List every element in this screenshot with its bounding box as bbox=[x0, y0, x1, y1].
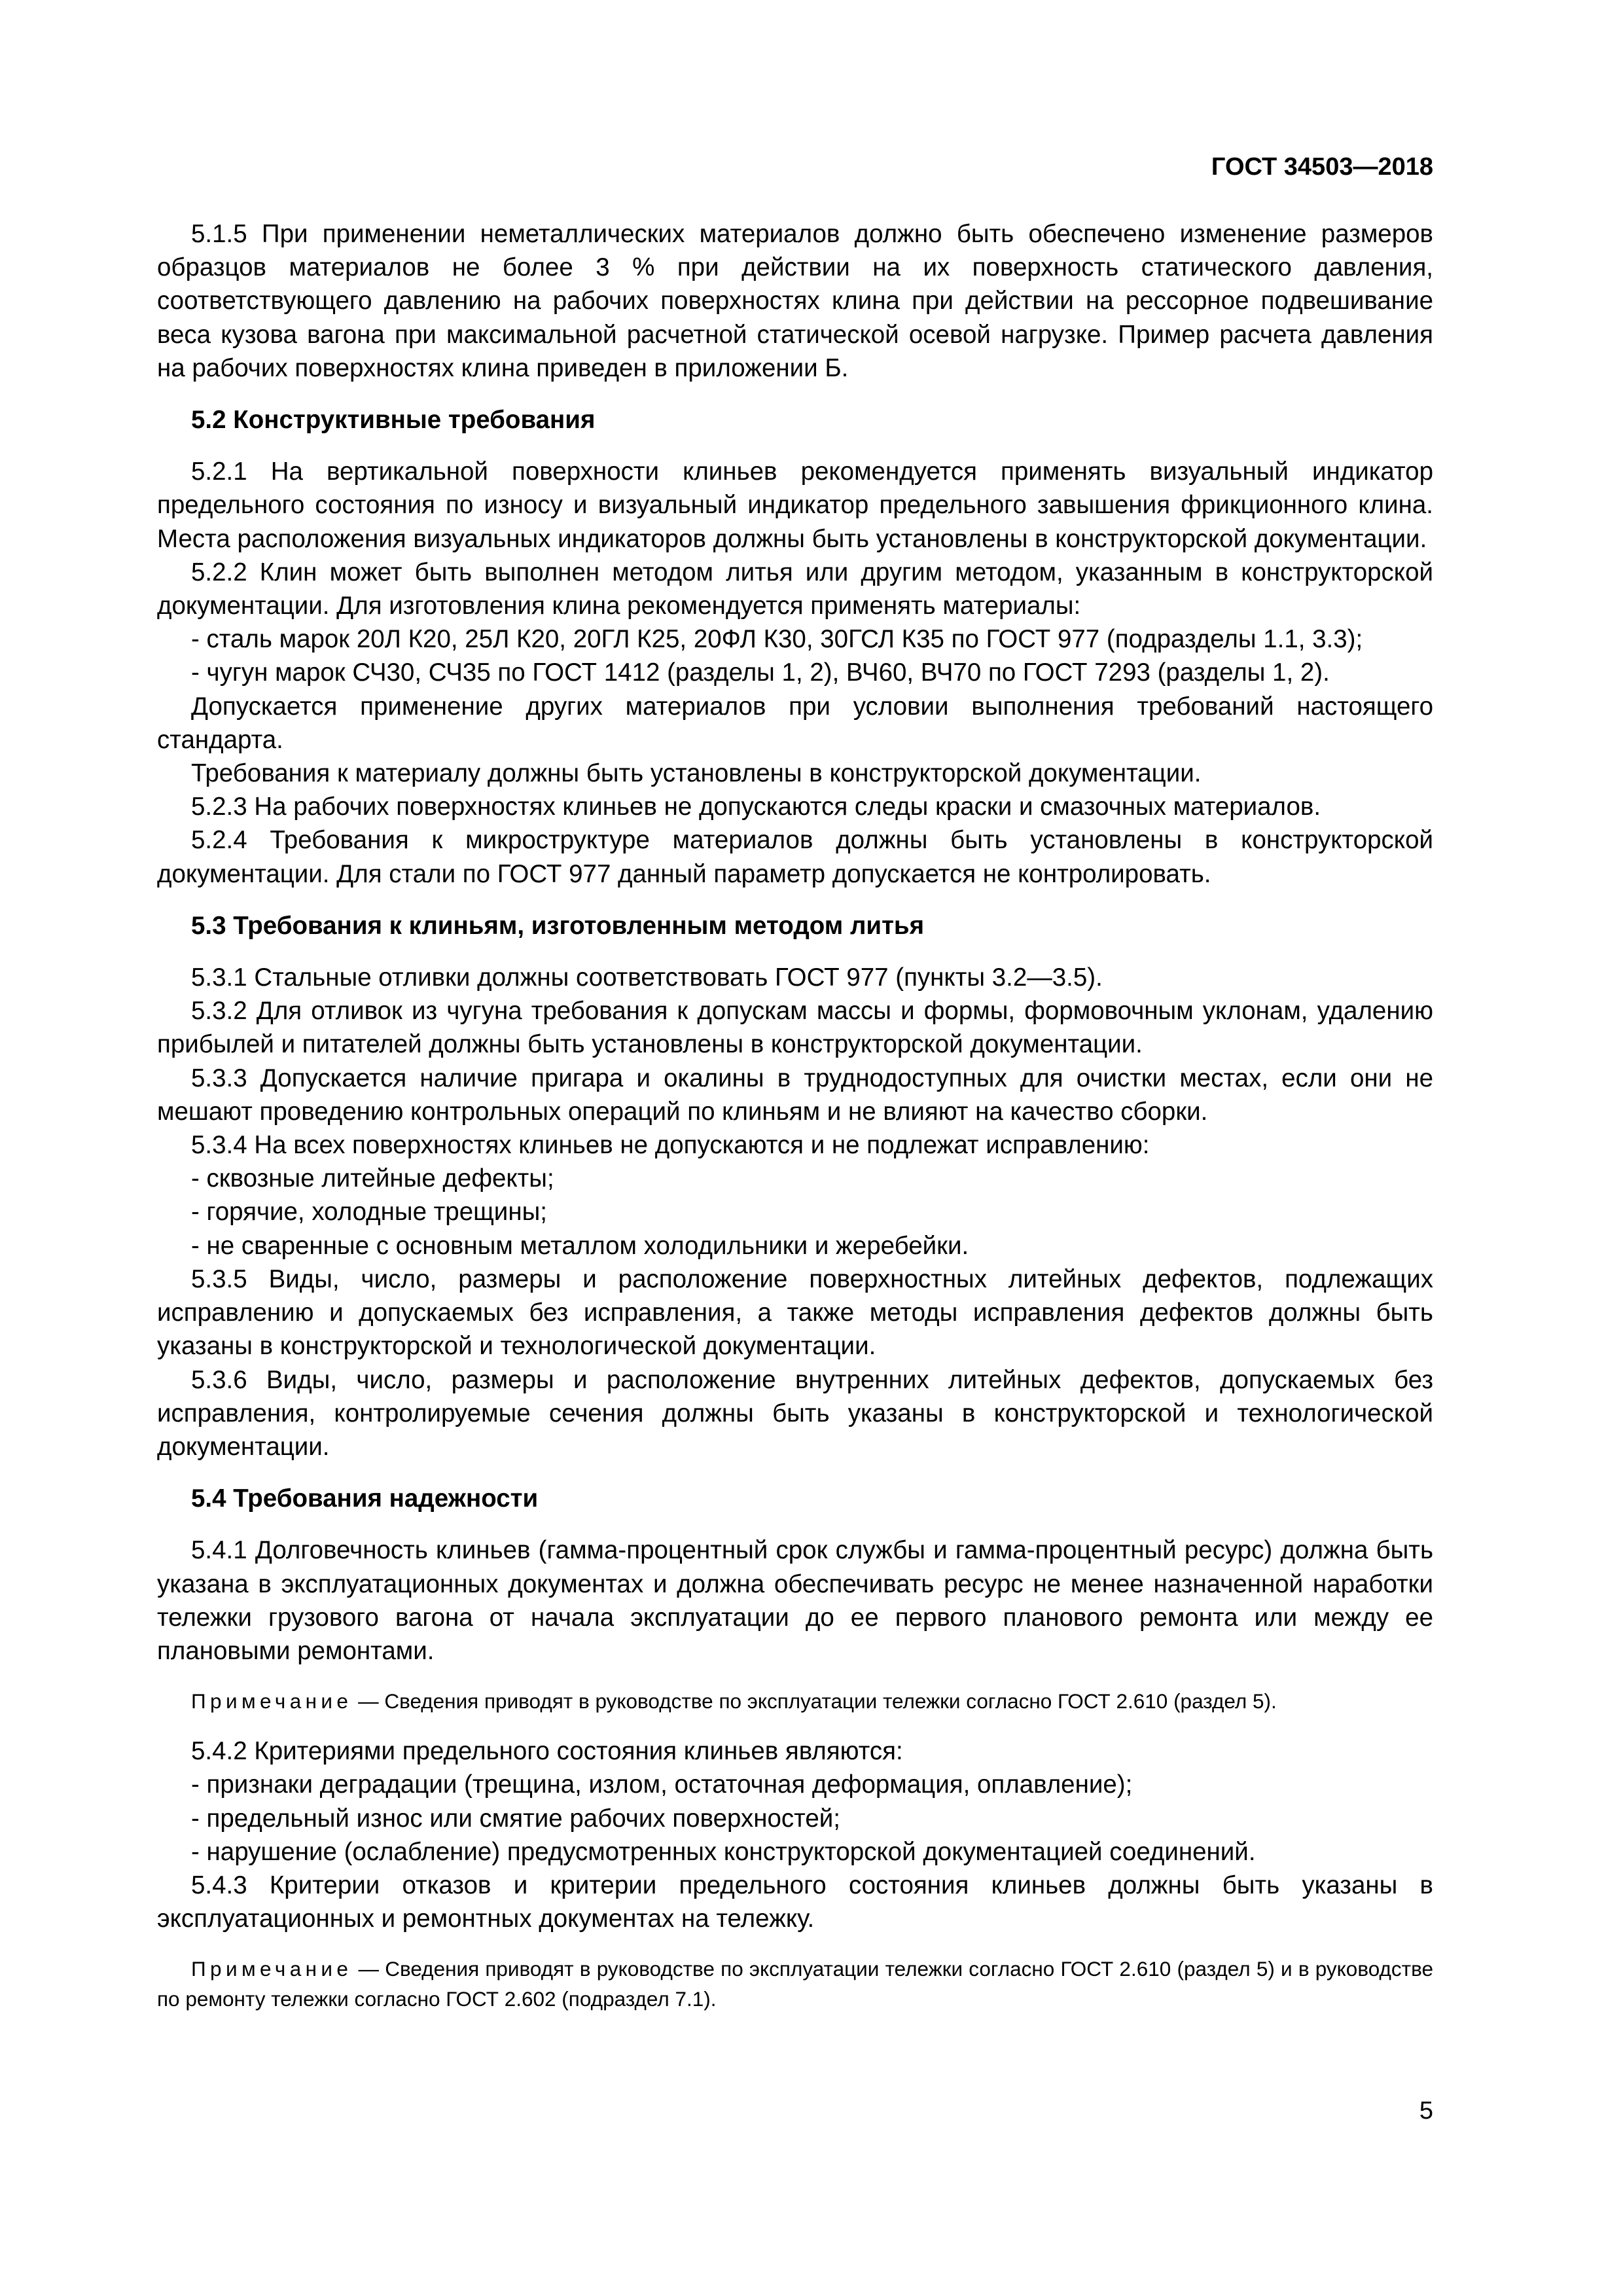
heading-5-3: 5.3 Требования к клиньям, изготовленным методом литья bbox=[191, 911, 925, 940]
paragraph-5-2-4: 5.2.4 Требования к микроструктуре материалов должны быть установлены в конструкторской документации. Для стали по ГОСТ 977 данный параметр допускается не контролировать. bbox=[157, 826, 1433, 888]
page-number: 5 bbox=[1419, 2097, 1433, 2125]
list-item: - признаки деградации (трещина, излом, остаточная деформация, оплавление); bbox=[191, 1770, 1133, 1799]
heading-5-4: 5.4 Требования надежности bbox=[191, 1484, 539, 1513]
paragraph-5-1-5: 5.1.5 При применении неметаллических материалов должно быть обеспечено изменение размеров образцов материалов не более 3 % при действии на их поверхность статического давления, соответствующего давлению на рабочих поверхностях клина при действии на рессорное подвешивание веса кузова вагона при максимальной расчетной статической осевой нагрузке. Пример расчета давления на рабочих поверхностях клина приведен в приложении Б. bbox=[157, 220, 1433, 382]
paragraph-5-3-4: 5.3.4 На всех поверхностях клиньев не допускаются и не подлежат исправлению: bbox=[191, 1131, 1150, 1160]
note-1 bbox=[157, 1686, 1433, 1716]
list-item: - не сваренные с основным металлом холодильники и жеребейки. bbox=[191, 1231, 969, 1260]
paragraph-5-2-3: 5.2.3 На рабочих поверхностях клиньев не допускаются следы краски и смазочных материалов. bbox=[191, 793, 1321, 821]
list-item: - чугун марок СЧ30, СЧ35 по ГОСТ 1412 (разделы 1, 2), ВЧ60, ВЧ70 по ГОСТ 7293 (разделы 1, 2). bbox=[191, 658, 1330, 687]
note-text: — Сведения приводят в руководстве по эксплуатации тележки согласно ГОСТ 2.610 (раздел 5). bbox=[352, 1689, 1277, 1713]
paragraph-5-4-2: 5.4.2 Критериями предельного состояния клиньев являются: bbox=[191, 1737, 903, 1766]
document-header: ГОСТ 34503—2018 bbox=[1211, 153, 1433, 181]
paragraph-5-3-6: 5.3.6 Виды, число, размеры и расположение внутренних литейных дефектов, допускаемых без исправления, контролируемые сечения должны быть указаны в конструкторской и технологической документации. bbox=[157, 1365, 1433, 1461]
heading-5-2: 5.2 Конструктивные требования bbox=[191, 406, 596, 435]
paragraph-5-3-2: 5.3.2 Для отливок из чугуна требования к допускам массы и формы, формовочным уклонам, удалению прибылей и питателей должны быть установлены в конструкторской документации. bbox=[157, 997, 1433, 1059]
note-label: Примечание bbox=[191, 1689, 353, 1713]
list-item: - горячие, холодные трещины; bbox=[191, 1198, 547, 1227]
paragraph-5-4-1: 5.4.1 Долговечность клиньев (гамма-процентный срок службы и гамма-процентный ресурс) должна быть указана в эксплуатационных документах и должна обеспечивать ресурс не менее назначенной наработки тележки грузового вагона от начала эксплуатации до ее первого планового ремонта или между ее плановыми ремонтами. bbox=[157, 1536, 1433, 1665]
note-2 bbox=[157, 1954, 1433, 2014]
list-item: - нарушение (ослабление) предусмотренных конструкторской документацией соединений. bbox=[191, 1837, 1256, 1866]
list-item: - предельный износ или смятие рабочих поверхностей; bbox=[191, 1804, 840, 1833]
paragraph-5-3-5: 5.3.5 Виды, число, размеры и расположение поверхностных литейных дефектов, подлежащих исправлению и допускаемых без исправления, а также методы исправления дефектов должны быть указаны в конструкторской и технологической документации. bbox=[157, 1265, 1433, 1361]
note-text: — Сведения приводят в руководстве по эксплуатации тележки согласно ГОСТ 2.610 (раздел 5) и в руководстве по ремонту тележки согласно ГОСТ 2.602 (подраздел 7.1). bbox=[157, 1957, 1433, 2011]
paragraph-5-2-1: 5.2.1 На вертикальной поверхности клиньев рекомендуется применять визуальный индикатор предельного состояния по износу и визуальный индикатор предельного завышения фрикционного клина. Места расположения визуальных индикаторов должны быть установлены в конструкторской документации. bbox=[157, 457, 1433, 553]
note-label: Примечание bbox=[191, 1957, 353, 1981]
paragraph-5-2-2: 5.2.2 Клин может быть выполнен методом литья или другим методом, указанным в конструкторской документации. Для изготовления клина рекомендуется применять материалы: bbox=[157, 558, 1433, 620]
paragraph-5-4-3: 5.4.3 Критерии отказов и критерии предельного состояния клиньев должны быть указаны в эксплуатационных и ремонтных документах на тележку. bbox=[157, 1871, 1433, 1933]
list-item: - сталь марок 20Л К20, 25Л К20, 20ГЛ К25, 20ФЛ К30, 30ГСЛ К35 по ГОСТ 977 (подразделы 1.1, 3.3); bbox=[191, 625, 1363, 654]
paragraph-5-2-2-allow: Допускается применение других материалов при условии выполнения требований настоящего стандарта. bbox=[157, 692, 1433, 754]
paragraph-5-3-3: 5.3.3 Допускается наличие пригара и окалины в труднодоступных для очистки местах, если они не мешают проведению контрольных операций по клиньям и не влияют на качество сборки. bbox=[157, 1064, 1433, 1126]
document-body bbox=[157, 217, 1433, 2014]
paragraph-5-2-2-req: Требования к материалу должны быть установлены в конструкторской документации. bbox=[191, 759, 1202, 788]
paragraph-5-3-1: 5.3.1 Стальные отливки должны соответствовать ГОСТ 977 (пункты 3.2—3.5). bbox=[191, 963, 1103, 992]
list-item: - сквозные литейные дефекты; bbox=[191, 1164, 554, 1193]
